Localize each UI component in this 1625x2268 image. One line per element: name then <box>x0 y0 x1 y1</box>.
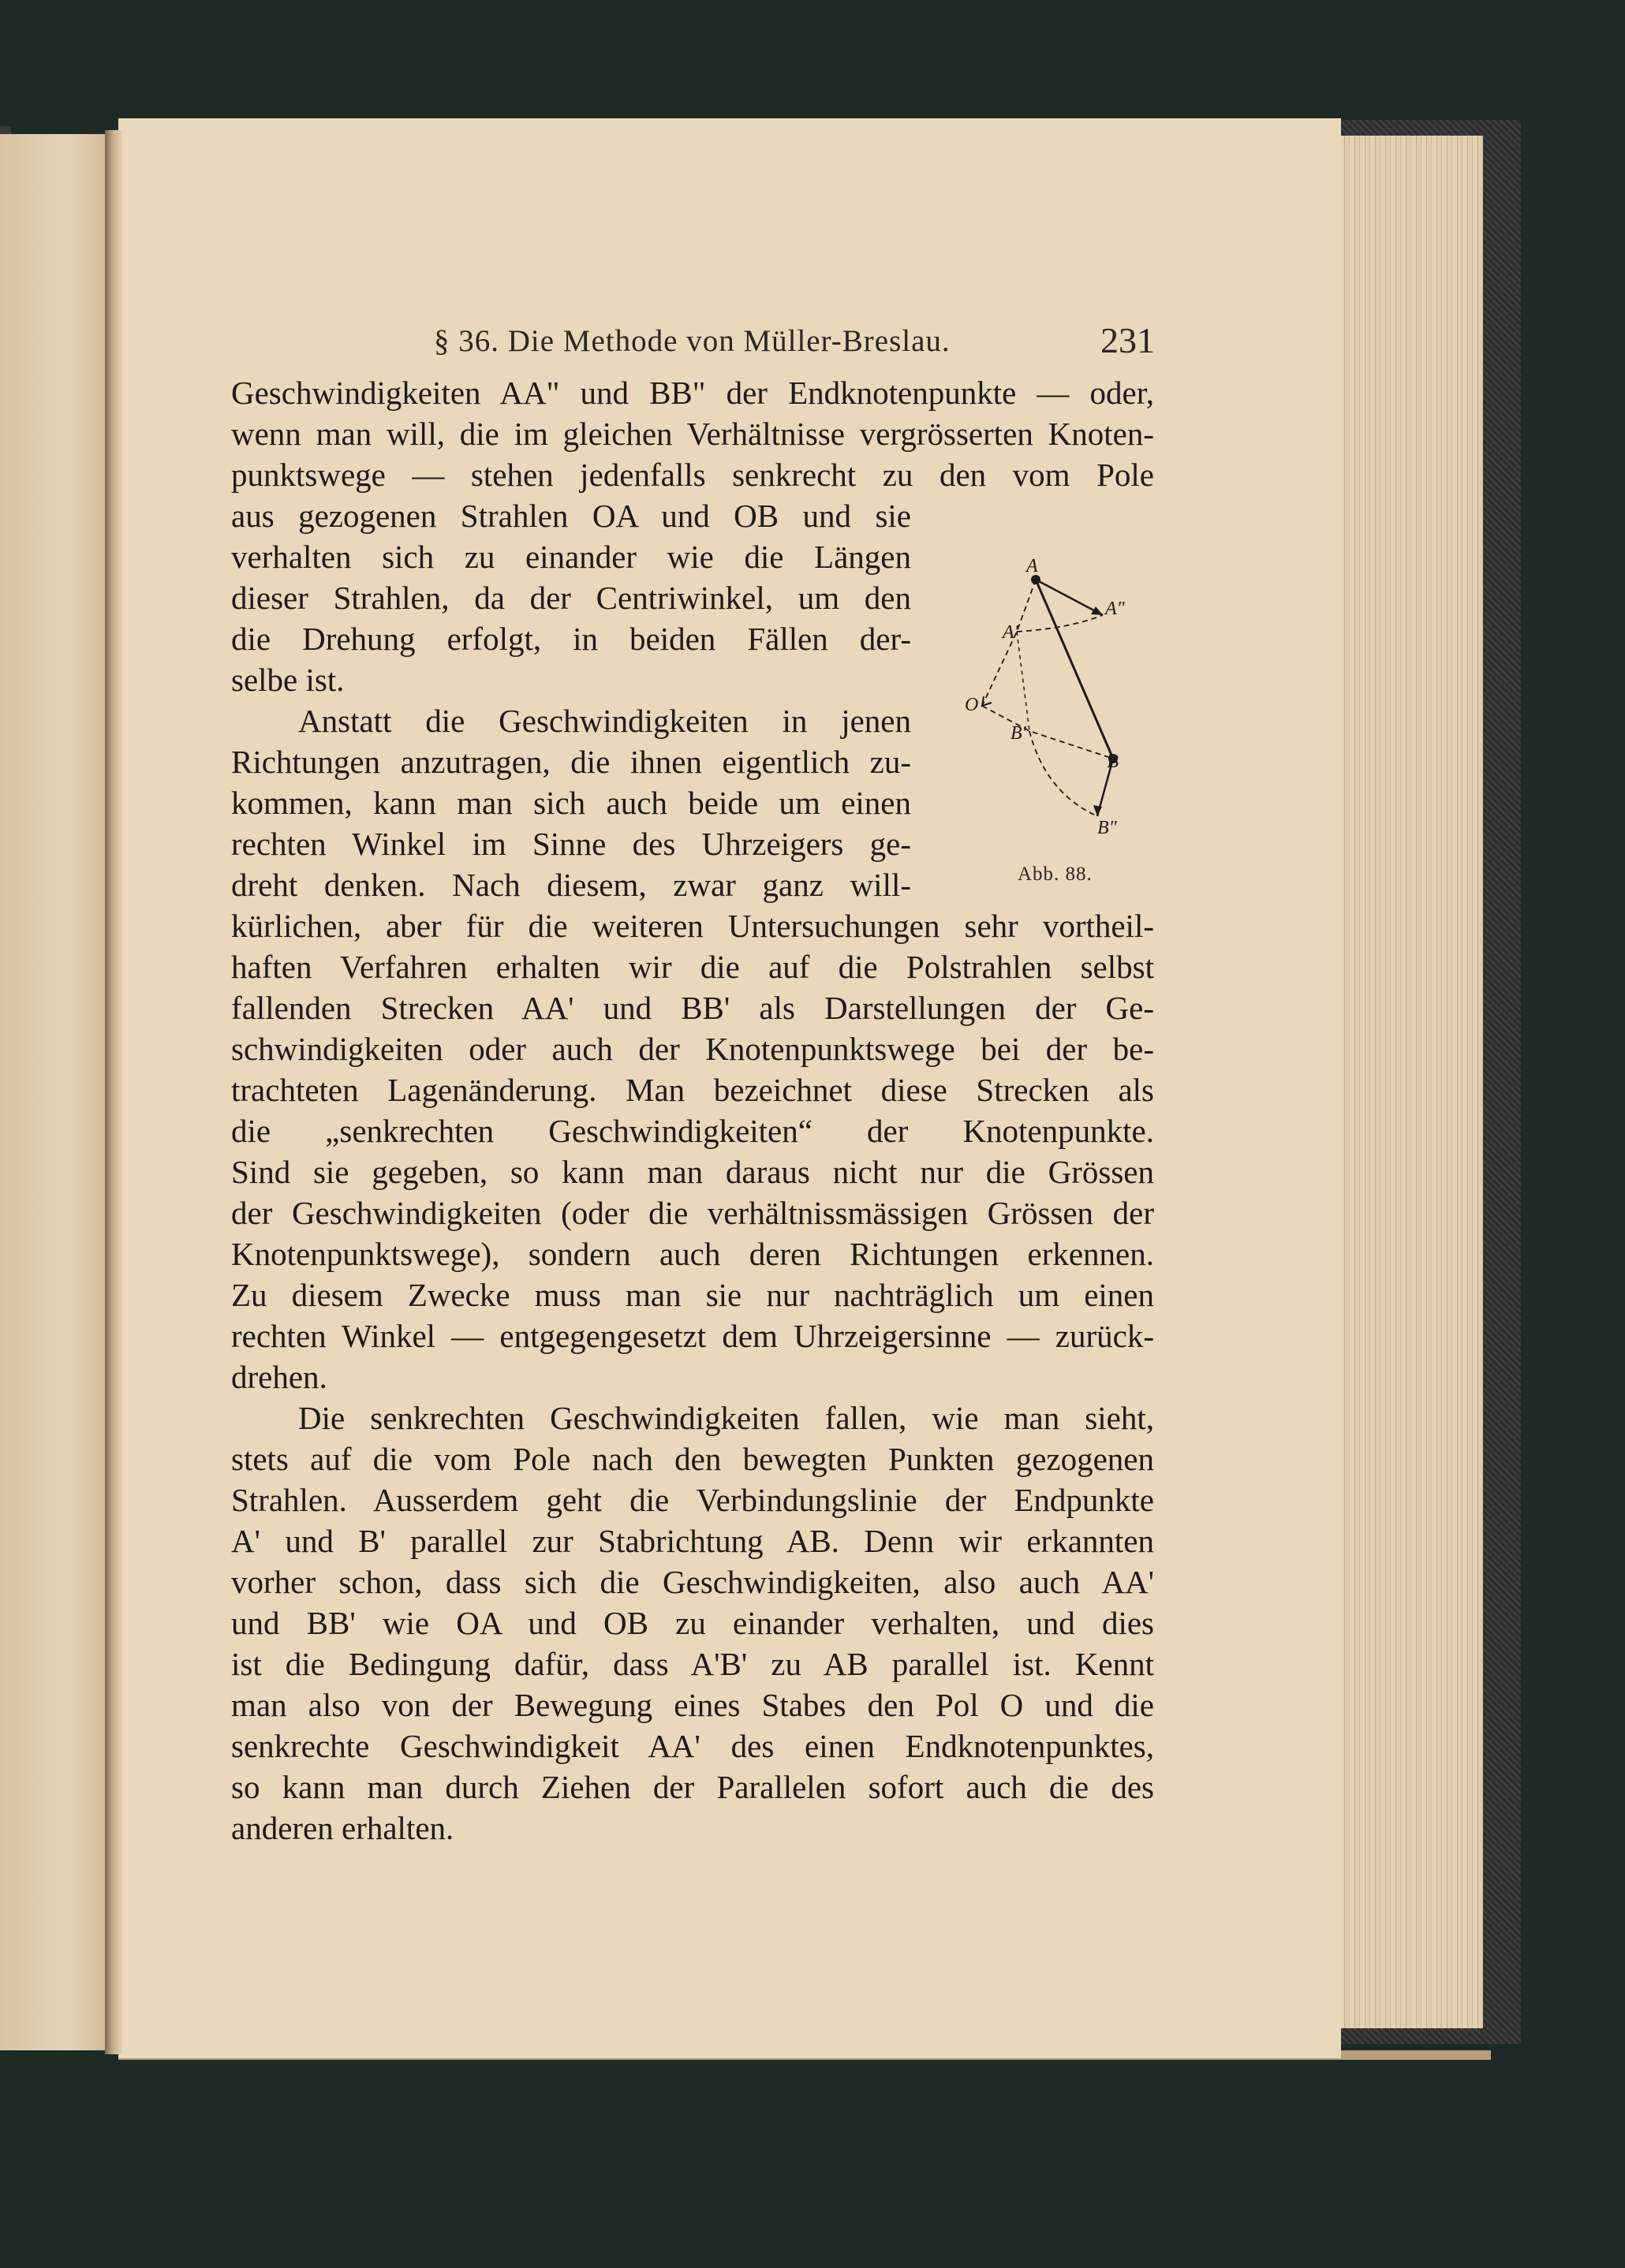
text-line: Strahlen. Ausserdem geht die Verbindungslinie der Endpunkte <box>231 1482 1154 1518</box>
text-line: verhalten sich zu einander wie die Längen <box>231 539 911 575</box>
bar-ab <box>1036 580 1113 759</box>
text-line: trachteten Lagenänderung. Man bezeichnet diese Strecken als <box>231 1072 1154 1108</box>
page-edges <box>1339 136 1483 2028</box>
text-line: Richtungen anzutragen, die ihnen eigentlich zu- <box>231 744 911 780</box>
text-line: Sind sie gegeben, so kann man daraus nicht nur die Grössen <box>231 1154 1154 1190</box>
text-line: fallenden Strecken AA' und BB' als Darstellungen der Ge- <box>231 990 1154 1026</box>
text-line: Anstatt die Geschwindigkeiten in jenen <box>298 703 911 739</box>
text-line: dreht denken. Nach diesem, zwar ganz will- <box>231 867 911 903</box>
text-line: Zu diesem Zwecke muss man sie nur nachträglich um einen <box>231 1277 1154 1313</box>
text-line: ist die Bedingung dafür, dass A'B' zu AB parallel ist. Kennt <box>231 1646 1154 1682</box>
text-line: schwindigkeiten oder auch der Knotenpunktswege bei der be- <box>231 1031 1154 1067</box>
text-line: dieser Strahlen, da der Centriwinkel, um den <box>231 580 911 616</box>
text-line: wenn man will, die im gleichen Verhältnisse vergrösserten Knoten- <box>231 416 1154 452</box>
text-line: Die senkrechten Geschwindigkeiten fallen, wie man sieht, <box>298 1400 1154 1436</box>
arc-a <box>1017 615 1103 632</box>
text-line: kürlichen, aber für die weiteren Untersuchungen sehr vortheil- <box>231 908 1154 944</box>
running-head: § 36. Die Methode von Müller-Breslau. <box>434 324 951 358</box>
text-line: der Geschwindigkeiten (oder die verhältnissmässigen Grössen der <box>231 1195 1154 1231</box>
text-line: haften Verfahren erhalten wir die auf die Polstrahlen selbst <box>231 949 1154 985</box>
text-line: und BB' wie OA und OB zu einander verhalten, und dies <box>231 1605 1154 1641</box>
label-a-prime: A' <box>1003 622 1018 643</box>
text-line: so kann man durch Ziehen der Parallelen sofort auch die des <box>231 1769 1154 1805</box>
label-a: A <box>1026 556 1038 576</box>
velocity-a <box>1036 580 1103 615</box>
pole-ray-a <box>982 580 1036 706</box>
line-a-prime-b-prime <box>1017 632 1029 731</box>
text-line: A' und B' parallel zur Stabrichtung AB. Denn wir erkannten <box>231 1523 1154 1559</box>
text-line: anderen erhalten. <box>231 1810 454 1846</box>
label-b-double-prime: B" <box>1097 818 1117 838</box>
left-page <box>0 134 114 2050</box>
text-line: stets auf die vom Pole nach den bewegten Punkten gezogenen <box>231 1441 1154 1477</box>
text-line: die Drehung erfolgt, in beiden Fällen der- <box>231 621 911 657</box>
label-a-double-prime: A" <box>1105 599 1125 619</box>
text-line: drehen. <box>231 1359 327 1395</box>
arc-b <box>1029 731 1097 816</box>
text-line: Geschwindigkeiten AA" und BB" der Endknotenpunkte — oder, <box>231 375 1154 411</box>
text-line: selbe ist. <box>231 662 345 698</box>
text-line: senkrechte Geschwindigkeit AA' des einen Endknotenpunktes, <box>231 1728 1154 1764</box>
text-line: aus gezogenen Strahlen OA und OB und sie <box>231 498 911 534</box>
text-line: vorher schon, dass sich die Geschwindigkeiten, also auch AA' <box>231 1564 1154 1600</box>
text-line: kommen, kann man sich auch beide um einen <box>231 785 911 821</box>
label-o: O <box>965 695 979 715</box>
page-number: 231 <box>1100 320 1155 360</box>
text-line: die „senkrechten Geschwindigkeiten“ der Knotenpunkte. <box>231 1113 1154 1149</box>
figure-abb-88 <box>935 556 1125 856</box>
text-line: punktswege — stehen jedenfalls senkrecht zu den vom Pole <box>231 457 1154 493</box>
text-line: man also von der Bewegung eines Stabes den Pol O und die <box>231 1687 1154 1723</box>
text-line: Knotenpunktswege), sondern auch deren Richtungen erkennen. <box>231 1236 1154 1272</box>
arrowhead-b <box>1093 805 1102 816</box>
label-b-prime: B' <box>1010 723 1026 744</box>
text-line: rechten Winkel im Sinne des Uhrzeigers ge- <box>231 826 911 862</box>
text-line: rechten Winkel — entgegengesetzt dem Uhrzeigersinne — zurück- <box>231 1318 1154 1354</box>
label-b: B <box>1107 752 1119 772</box>
gutter <box>105 130 122 2054</box>
figure-caption: Abb. 88. <box>1018 864 1093 885</box>
